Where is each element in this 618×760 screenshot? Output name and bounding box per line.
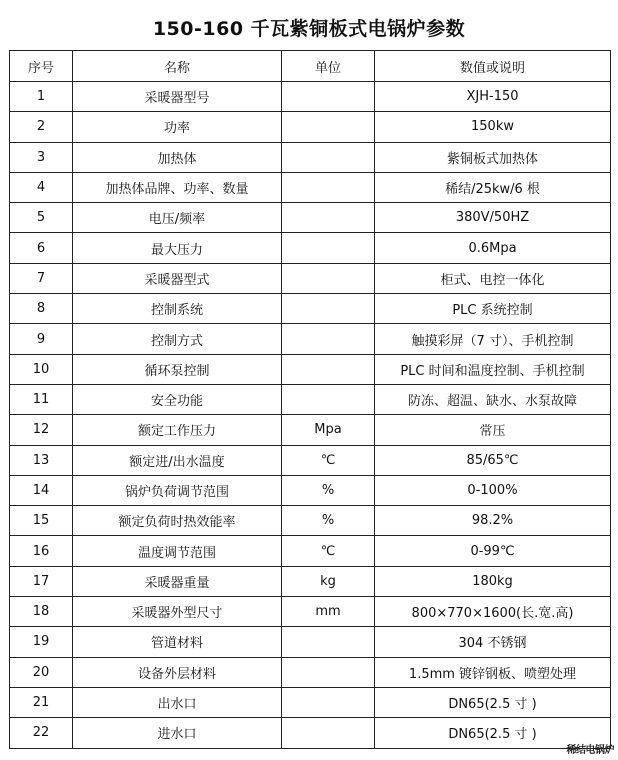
- cell-unit: Mpa: [282, 415, 375, 445]
- cell-value: PLC 系统控制: [375, 294, 611, 324]
- cell-value: 稀结/25kw/6 根: [375, 172, 611, 202]
- table-row: [10, 718, 611, 748]
- cell-value: 304 不锈钢: [375, 627, 611, 657]
- cell-unit: [282, 142, 375, 172]
- cell-index: 20: [10, 657, 73, 687]
- table-row: [10, 445, 611, 475]
- cell-name: 额定进/出水温度: [73, 445, 282, 475]
- cell-value: PLC 时间和温度控制、手机控制: [375, 354, 611, 384]
- cell-index: 17: [10, 566, 73, 596]
- cell-name: 电压/频率: [73, 203, 282, 233]
- table-row: [10, 506, 611, 536]
- cell-index: 21: [10, 687, 73, 717]
- cell-value: 常压: [375, 415, 611, 445]
- cell-index: 14: [10, 475, 73, 505]
- table-row: [10, 657, 611, 687]
- table-row: [10, 415, 611, 445]
- cell-name: 采暖器型式: [73, 263, 282, 293]
- cell-index: 8: [10, 294, 73, 324]
- cell-unit: [282, 82, 375, 112]
- table-row: [10, 475, 611, 505]
- cell-value: 800×770×1600(长.宽.高): [375, 597, 611, 627]
- cell-index: 6: [10, 233, 73, 263]
- cell-index: 1: [10, 82, 73, 112]
- cell-value: 0-99℃: [375, 536, 611, 566]
- cell-value: 触摸彩屏（7 寸）、手机控制: [375, 324, 611, 354]
- cell-unit: kg: [282, 566, 375, 596]
- cell-value: 柜式、电控一体化: [375, 263, 611, 293]
- cell-value: 1.5mm 镀锌钢板、喷塑处理: [375, 657, 611, 687]
- cell-name: 最大压力: [73, 233, 282, 263]
- table-row: [10, 536, 611, 566]
- table-row: [10, 627, 611, 657]
- table-row: [10, 112, 611, 142]
- cell-index: 22: [10, 718, 73, 748]
- cell-index: 9: [10, 324, 73, 354]
- header-name: 名称: [73, 51, 282, 82]
- table-body: [10, 82, 611, 749]
- cell-unit: [282, 324, 375, 354]
- cell-value: XJH-150: [375, 82, 611, 112]
- table-row: [10, 172, 611, 202]
- table-row: [10, 142, 611, 172]
- cell-value: 380V/50HZ: [375, 203, 611, 233]
- cell-name: 加热体: [73, 142, 282, 172]
- cell-value: 0-100%: [375, 475, 611, 505]
- cell-value: 85/65℃: [375, 445, 611, 475]
- table-row: [10, 384, 611, 414]
- cell-name: 管道材料: [73, 627, 282, 657]
- cell-unit: [282, 718, 375, 748]
- cell-index: 4: [10, 172, 73, 202]
- cell-unit: [282, 687, 375, 717]
- cell-name: 采暖器重量: [73, 566, 282, 596]
- cell-unit: [282, 203, 375, 233]
- cell-name: 出水口: [73, 687, 282, 717]
- cell-unit: [282, 112, 375, 142]
- cell-index: 2: [10, 112, 73, 142]
- cell-value: 180kg: [375, 566, 611, 596]
- table-row: [10, 324, 611, 354]
- cell-value: 98.2%: [375, 506, 611, 536]
- cell-name: 采暖器型号: [73, 82, 282, 112]
- cell-name: 额定工作压力: [73, 415, 282, 445]
- cell-index: 19: [10, 627, 73, 657]
- cell-name: 循环泵控制: [73, 354, 282, 384]
- table-row: [10, 294, 611, 324]
- cell-index: 15: [10, 506, 73, 536]
- cell-index: 10: [10, 354, 73, 384]
- cell-unit: ℃: [282, 445, 375, 475]
- cell-unit: [282, 627, 375, 657]
- cell-name: 采暖器外型尺寸: [73, 597, 282, 627]
- cell-index: 13: [10, 445, 73, 475]
- cell-unit: [282, 384, 375, 414]
- cell-index: 5: [10, 203, 73, 233]
- cell-unit: [282, 354, 375, 384]
- table-header-row: [10, 51, 611, 82]
- cell-name: 温度调节范围: [73, 536, 282, 566]
- table-row: [10, 203, 611, 233]
- table-row: [10, 687, 611, 717]
- cell-name: 额定负荷时热效能率: [73, 506, 282, 536]
- header-unit: 单位: [282, 51, 375, 82]
- cell-unit: %: [282, 475, 375, 505]
- cell-name: 加热体品牌、功率、数量: [73, 172, 282, 202]
- cell-unit: mm: [282, 597, 375, 627]
- cell-unit: [282, 657, 375, 687]
- cell-value: 0.6Mpa: [375, 233, 611, 263]
- cell-name: 控制方式: [73, 324, 282, 354]
- cell-value: DN65(2.5 寸 ): [375, 718, 611, 748]
- parameter-table: [9, 50, 611, 749]
- cell-value: DN65(2.5 寸 ): [375, 687, 611, 717]
- cell-name: 设备外层材料: [73, 657, 282, 687]
- cell-index: 18: [10, 597, 73, 627]
- table-row: [10, 82, 611, 112]
- cell-index: 16: [10, 536, 73, 566]
- table-row: [10, 597, 611, 627]
- cell-name: 控制系统: [73, 294, 282, 324]
- cell-index: 12: [10, 415, 73, 445]
- cell-name: 安全功能: [73, 384, 282, 414]
- header-value: 数值或说明: [375, 51, 611, 82]
- cell-value: 紫铜板式加热体: [375, 142, 611, 172]
- watermark-text: 稀结电锅炉: [566, 745, 614, 756]
- cell-value: 防冻、超温、缺水、水泵故障: [375, 384, 611, 414]
- document-title: 150-160 千瓦紫铜板式电锅炉参数: [152, 18, 466, 40]
- cell-unit: [282, 294, 375, 324]
- cell-name: 锅炉负荷调节范围: [73, 475, 282, 505]
- cell-name: 进水口: [73, 718, 282, 748]
- cell-unit: [282, 263, 375, 293]
- cell-unit: ℃: [282, 536, 375, 566]
- header-index: 序号: [10, 51, 73, 82]
- cell-unit: [282, 172, 375, 202]
- cell-unit: [282, 233, 375, 263]
- table-row: [10, 566, 611, 596]
- cell-value: 150kw: [375, 112, 611, 142]
- cell-index: 11: [10, 384, 73, 414]
- cell-name: 功率: [73, 112, 282, 142]
- cell-index: 7: [10, 263, 73, 293]
- table-row: [10, 233, 611, 263]
- table-row: [10, 263, 611, 293]
- cell-unit: %: [282, 506, 375, 536]
- table-row: [10, 354, 611, 384]
- cell-index: 3: [10, 142, 73, 172]
